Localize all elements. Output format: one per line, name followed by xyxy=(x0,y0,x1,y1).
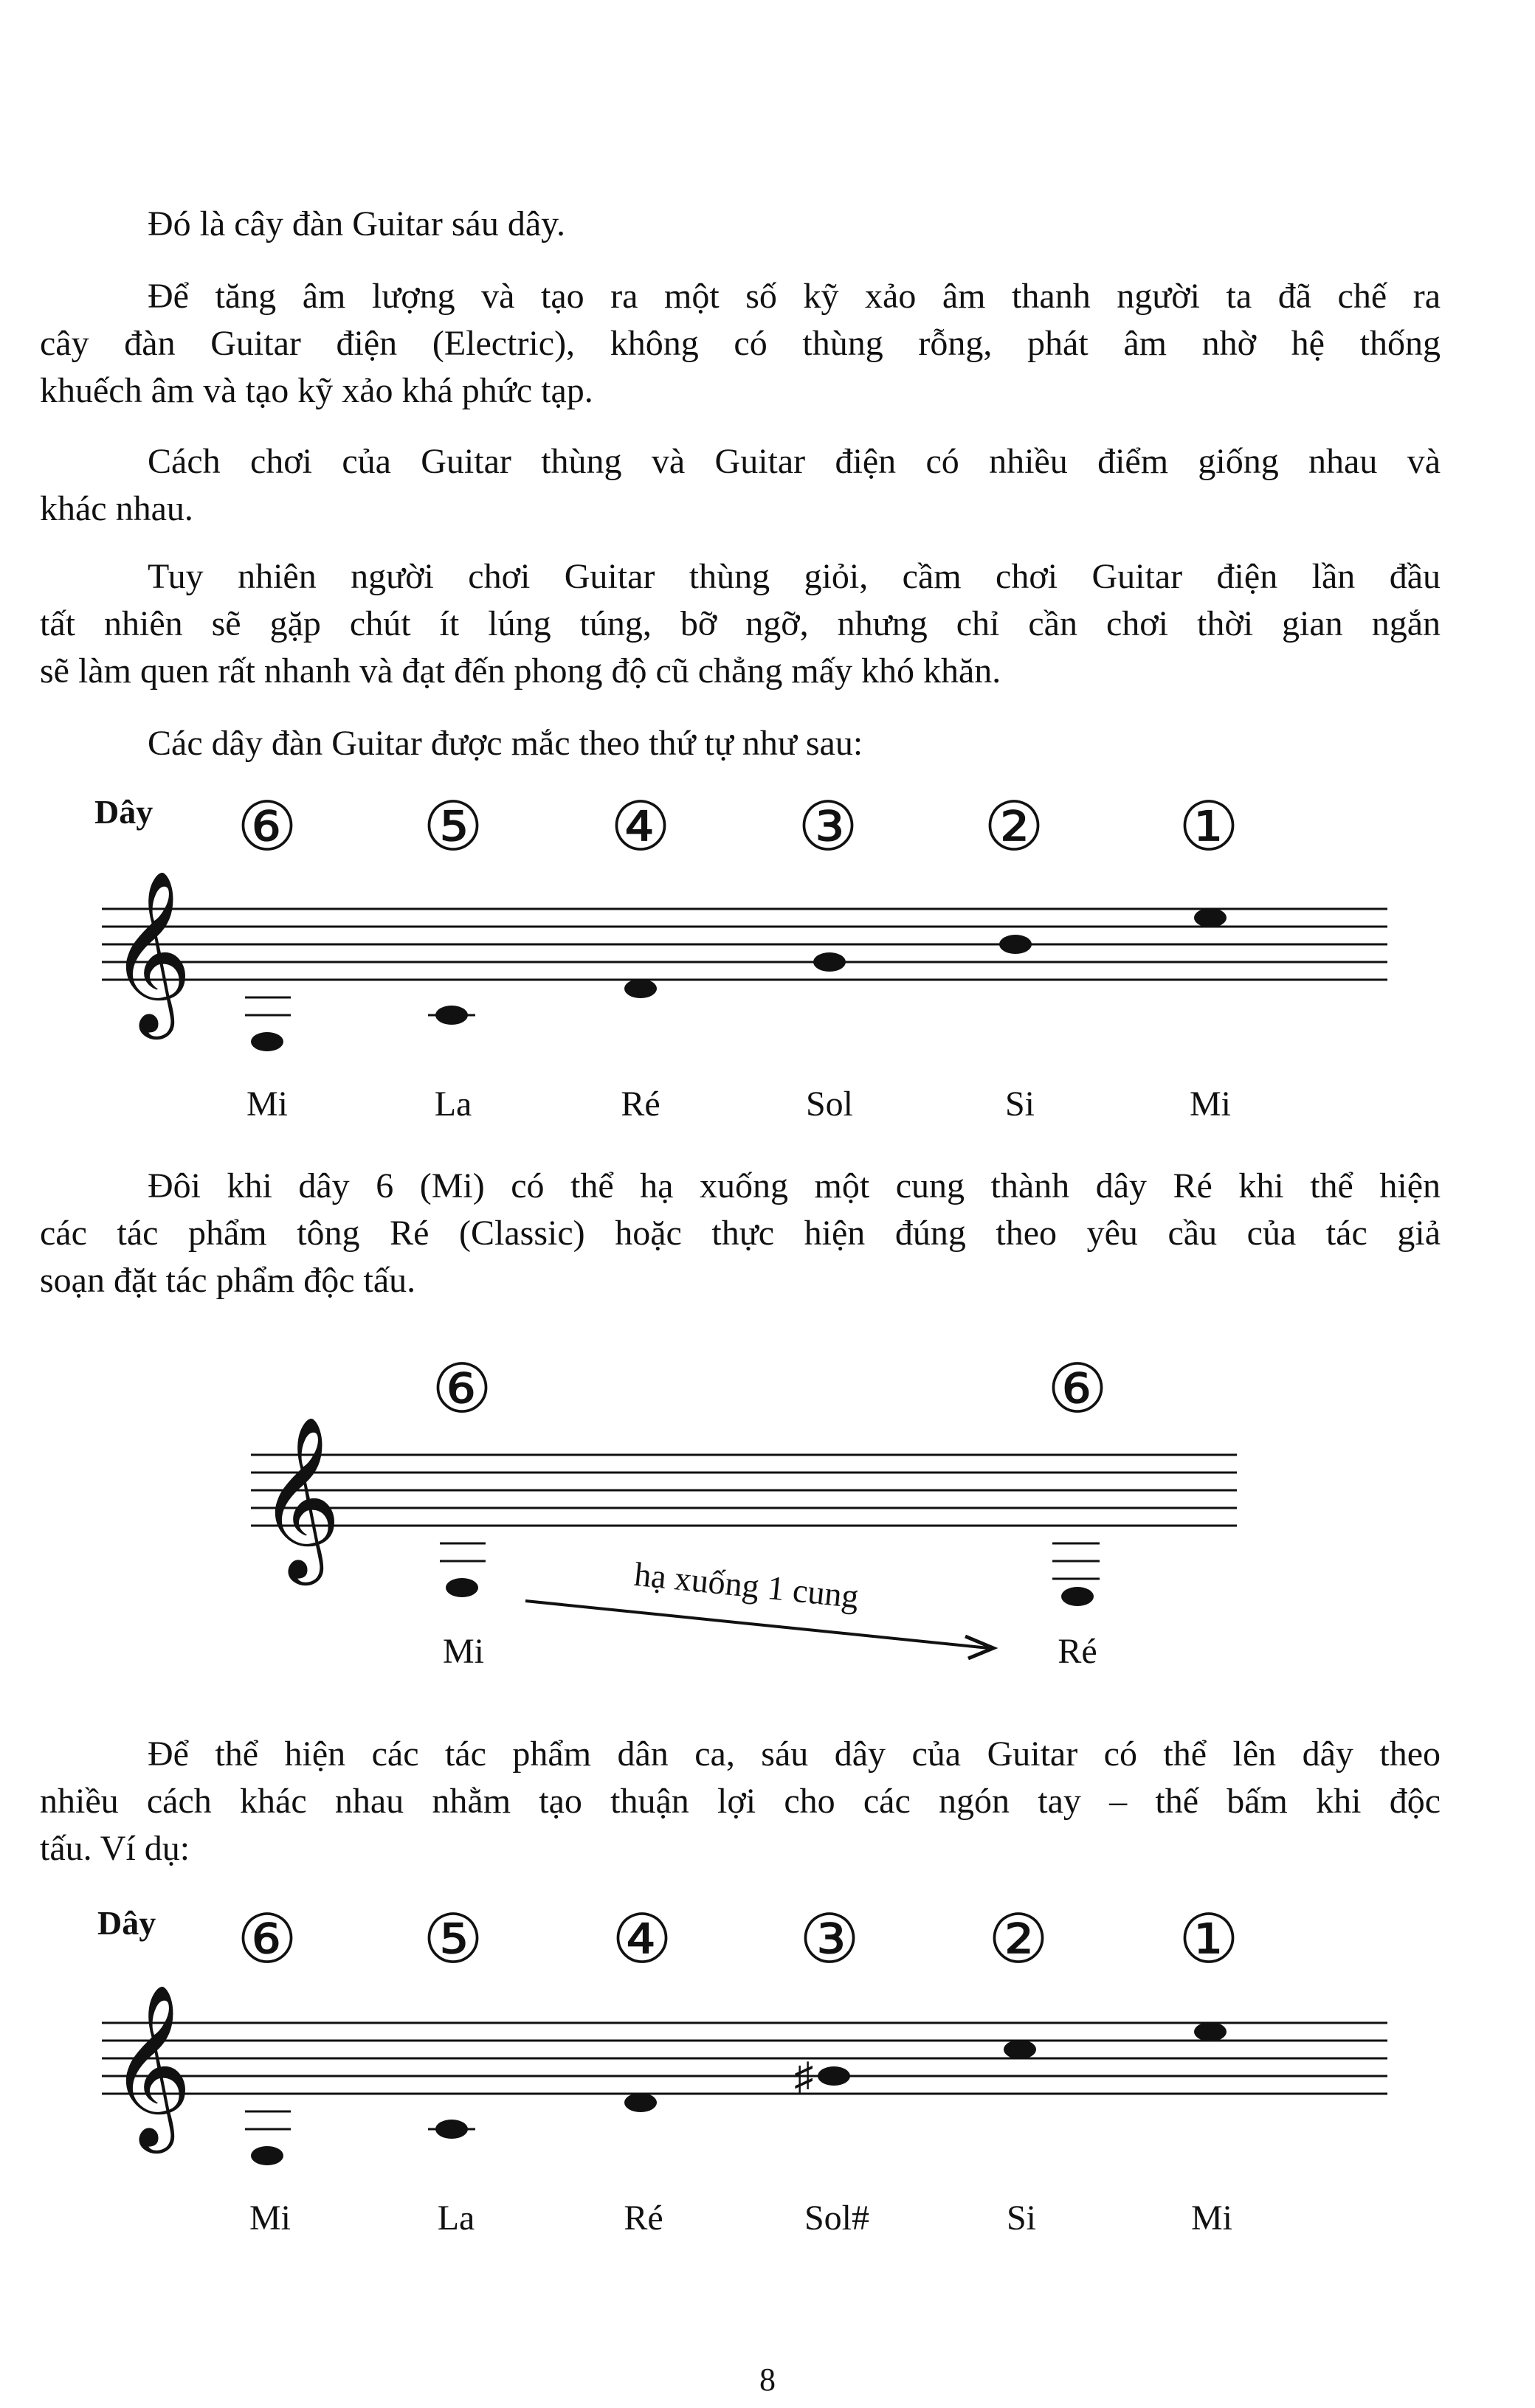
note-name: Ré xyxy=(621,1084,660,1124)
paragraph-1 xyxy=(40,201,1441,248)
string-number: ⑥ xyxy=(236,1902,298,1977)
paragraph-line: Tuy nhiên người chơi Guitar thùng giỏi, cầm chơi Guitar điện lần đầu xyxy=(148,557,1441,596)
note-head xyxy=(251,1032,283,1051)
sharp-icon: ♯ xyxy=(794,2056,813,2098)
paragraph-5 xyxy=(40,720,1441,767)
paragraph-line: các tác phẩm tông Ré (Classic) hoặc thực hiện đúng theo yêu cầu của tác giả xyxy=(40,1214,1441,1253)
string-number: ⑥ xyxy=(431,1352,493,1427)
string-number: ④ xyxy=(610,789,672,865)
string-numbers xyxy=(432,1352,1108,1427)
note-name: Si xyxy=(1004,1084,1035,1124)
note-name: La xyxy=(437,2198,475,2238)
note-head xyxy=(435,2120,468,2139)
paragraph-2 xyxy=(40,273,1441,415)
paragraph-4 xyxy=(40,553,1441,695)
string-number: ③ xyxy=(798,1902,860,1977)
note-head xyxy=(1194,2022,1227,2041)
paragraph-line: Đôi khi dây 6 (Mi) có thể hạ xuống một cung thành dây Ré khi thể hiện xyxy=(148,1166,1441,1205)
string-number: ⑥ xyxy=(236,789,298,865)
note-names xyxy=(246,1084,1231,1124)
note-name: Ré xyxy=(1058,1632,1097,1671)
paragraph-line: khuếch âm và tạo kỹ xảo khá phức tạp. xyxy=(40,371,593,410)
day-label: Dây xyxy=(94,793,154,831)
arrow-label: hạ xuống 1 cung xyxy=(632,1554,861,1616)
page-number: 8 xyxy=(759,2362,776,2398)
note-name: Sol xyxy=(805,1084,854,1124)
string-number: ④ xyxy=(611,1902,673,1977)
note-name: Mi xyxy=(246,1084,289,1124)
note-head xyxy=(818,2066,850,2086)
note-name: La xyxy=(434,1084,472,1124)
paragraph-line: Các dây đàn Guitar được mắc theo thứ tự như sau: xyxy=(148,724,863,763)
string-number: ① xyxy=(1178,789,1240,865)
treble-clef-icon: 𝄞 xyxy=(109,875,193,1030)
note-head xyxy=(435,1006,468,1025)
day-label: Dây xyxy=(97,1904,156,1942)
paragraph-line: tất nhiên sẽ gặp chút ít lúng túng, bỡ ngỡ, nhưng chỉ cần chơi thời gian ngắn xyxy=(40,604,1441,643)
string-lowering-figure xyxy=(0,1350,1535,1689)
note-name: Mi xyxy=(249,2198,292,2238)
string-number: ⑤ xyxy=(422,789,484,865)
paragraph-3 xyxy=(40,438,1441,533)
paragraph-line: soạn đặt tác phẩm độc tấu. xyxy=(40,1261,416,1300)
string-number: ③ xyxy=(797,789,859,865)
note-head xyxy=(1061,1587,1094,1606)
note-head xyxy=(624,979,657,998)
note-name: Mi xyxy=(442,1632,485,1671)
string-number: ② xyxy=(987,1902,1049,1977)
paragraph-7 xyxy=(40,1731,1441,1872)
note-head xyxy=(1194,908,1227,927)
lowering-arrow xyxy=(525,1555,993,1658)
note-name: Mi xyxy=(1189,1084,1232,1124)
paragraph-line: khác nhau. xyxy=(40,489,193,528)
note-name: Mi xyxy=(1190,2198,1233,2238)
paragraph-line: nhiều cách khác nhau nhằm tạo thuận lợi cho các ngón tay – thế bấm khi độc xyxy=(40,1782,1441,1821)
paragraph-line: tấu. Ví dụ: xyxy=(40,1829,190,1868)
paragraph-6 xyxy=(40,1163,1441,1304)
paragraph-line: Để thể hiện các tác phẩm dân ca, sáu dây của Guitar có thể lên dây theo xyxy=(148,1734,1441,1774)
treble-clef-icon: 𝄞 xyxy=(109,1989,193,2144)
note-head xyxy=(251,2146,283,2165)
note-names xyxy=(443,1632,1097,1671)
note-head xyxy=(999,935,1032,954)
string-number: ① xyxy=(1178,1902,1240,1977)
paragraph-line: Để tăng âm lượng và tạo ra một số kỹ xảo âm thanh người ta đã chế ra xyxy=(148,277,1441,316)
paragraph-line: Đó là cây đàn Guitar sáu dây. xyxy=(148,204,566,243)
note-head xyxy=(1004,2040,1036,2059)
string-number: ⑥ xyxy=(1046,1352,1108,1427)
staff-diagram-3 xyxy=(0,1893,1535,2247)
staff-diagram-2 xyxy=(0,1350,1535,1689)
treble-clef-icon: 𝄞 xyxy=(258,1421,342,1576)
note-names xyxy=(249,2198,1232,2238)
staff-diagram-1 xyxy=(0,782,1535,1136)
note-head xyxy=(813,952,846,972)
paragraph-line: Cách chơi của Guitar thùng và Guitar điện có nhiều điểm giống nhau và xyxy=(148,442,1441,481)
string-number: ⑤ xyxy=(422,1902,484,1977)
string-number: ② xyxy=(983,789,1045,865)
note-head xyxy=(624,2093,657,2112)
string-numbers xyxy=(237,1902,1239,1977)
string-numbers xyxy=(237,789,1239,865)
paragraph-line: cây đàn Guitar điện (Electric), không có thùng rỗng, phát âm nhờ hệ thống xyxy=(40,324,1441,363)
note-name: Ré xyxy=(624,2198,663,2238)
paragraph-line: sẽ làm quen rất nhanh và đạt đến phong độ cũ chẳng mấy khó khăn. xyxy=(40,651,1001,691)
note-name: Sol# xyxy=(804,2198,870,2238)
string-tuning-figure-1 xyxy=(0,782,1535,1136)
note-head xyxy=(446,1578,478,1597)
staff-lines xyxy=(251,1455,1237,1526)
string-tuning-figure-3 xyxy=(0,1893,1535,2247)
note-name: Si xyxy=(1006,2198,1037,2238)
